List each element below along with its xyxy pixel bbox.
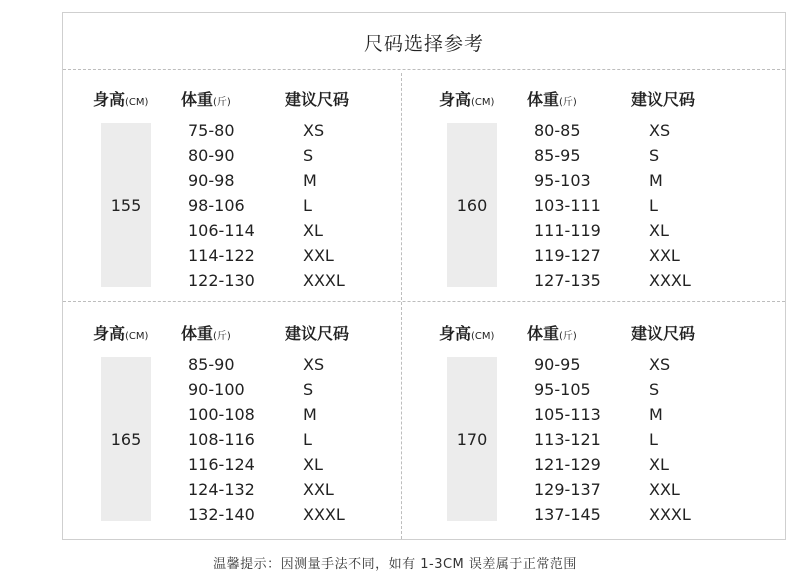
height-value: 155 xyxy=(101,123,151,287)
size-table-165 xyxy=(63,307,403,537)
size-header: 建议尺码 xyxy=(285,90,350,109)
weight-cell: 127-135 xyxy=(534,271,601,290)
size-header: 建议尺码 xyxy=(285,324,350,343)
size-cell: XXL xyxy=(649,246,680,265)
size-chart-frame xyxy=(62,12,786,540)
table-row xyxy=(409,352,749,377)
weight-cell: 116-124 xyxy=(188,455,255,474)
table-row xyxy=(63,377,403,402)
size-cell: XXXL xyxy=(649,505,691,524)
weight-cell: 98-106 xyxy=(188,196,245,215)
table-row xyxy=(63,427,403,452)
table-row xyxy=(409,477,749,502)
size-cell: XXXL xyxy=(303,271,345,290)
table-row xyxy=(409,218,749,243)
weight-cell: 80-90 xyxy=(188,146,235,165)
height-value: 170 xyxy=(447,357,497,521)
table-row xyxy=(63,402,403,427)
table-row xyxy=(63,243,403,268)
table-row xyxy=(409,377,749,402)
table-row xyxy=(409,402,749,427)
size-table-155 xyxy=(63,73,403,303)
size-cell: XL xyxy=(303,221,323,240)
size-cell: S xyxy=(303,380,314,399)
size-cell: L xyxy=(649,196,658,215)
weight-header: 体重(斤) xyxy=(181,90,231,109)
table-row xyxy=(63,268,403,293)
weight-cell: 106-114 xyxy=(188,221,255,240)
size-cell: XXL xyxy=(303,246,334,265)
size-cell: M xyxy=(303,171,317,190)
weight-cell: 100-108 xyxy=(188,405,255,424)
weight-cell: 122-130 xyxy=(188,271,255,290)
weight-cell: 85-95 xyxy=(534,146,581,165)
size-header: 建议尺码 xyxy=(631,324,696,343)
weight-cell: 80-85 xyxy=(534,121,581,140)
table-row xyxy=(409,168,749,193)
table-row xyxy=(63,218,403,243)
size-cell: XL xyxy=(303,455,323,474)
page-title: 尺码选择参考 xyxy=(363,33,484,55)
weight-cell: 90-95 xyxy=(534,355,581,374)
weight-cell: 85-90 xyxy=(188,355,235,374)
size-table-160 xyxy=(409,73,749,303)
weight-cell: 111-119 xyxy=(534,221,601,240)
size-table-170 xyxy=(409,307,749,537)
size-cell: XXL xyxy=(649,480,680,499)
size-cell: M xyxy=(649,171,663,190)
weight-cell: 121-129 xyxy=(534,455,601,474)
height-value: 160 xyxy=(447,123,497,287)
size-cell: S xyxy=(303,146,314,165)
weight-cell: 90-100 xyxy=(188,380,245,399)
height-value: 165 xyxy=(101,357,151,521)
height-header: 身高(CM) xyxy=(439,324,495,343)
size-cell: XXL xyxy=(303,480,334,499)
size-cell: S xyxy=(649,146,660,165)
weight-header: 体重(斤) xyxy=(181,324,231,343)
weight-cell: 95-105 xyxy=(534,380,591,399)
table-row xyxy=(409,268,749,293)
weight-cell: 132-140 xyxy=(188,505,255,524)
size-header: 建议尺码 xyxy=(631,90,696,109)
weight-cell: 124-132 xyxy=(188,480,255,499)
height-header: 身高(CM) xyxy=(93,324,149,343)
weight-cell: 103-111 xyxy=(534,196,601,215)
weight-cell: 75-80 xyxy=(188,121,235,140)
table-row xyxy=(63,118,403,143)
table-row xyxy=(63,502,403,527)
height-header: 身高(CM) xyxy=(439,90,495,109)
footnote: 温馨提示：因测量手法不同，如有 1-3CM 误差属于正常范围 xyxy=(213,557,577,572)
size-cell: XL xyxy=(649,455,669,474)
weight-cell: 90-98 xyxy=(188,171,235,190)
size-cell: XL xyxy=(649,221,669,240)
size-cell: L xyxy=(303,196,312,215)
weight-cell: 137-145 xyxy=(534,505,601,524)
weight-cell: 108-116 xyxy=(188,430,255,449)
table-row xyxy=(63,168,403,193)
weight-cell: 129-137 xyxy=(534,480,601,499)
weight-header: 体重(斤) xyxy=(527,324,577,343)
table-row xyxy=(63,352,403,377)
table-row xyxy=(409,427,749,452)
size-cell: XS xyxy=(303,121,325,140)
size-cell: L xyxy=(649,430,658,449)
weight-cell: 119-127 xyxy=(534,246,601,265)
size-cell: S xyxy=(649,380,660,399)
table-row xyxy=(409,502,749,527)
table-row xyxy=(63,193,403,218)
weight-cell: 105-113 xyxy=(534,405,601,424)
size-cell: XS xyxy=(649,121,671,140)
table-row xyxy=(409,118,749,143)
weight-cell: 113-121 xyxy=(534,430,601,449)
table-row xyxy=(409,143,749,168)
size-cell: XXXL xyxy=(649,271,691,290)
table-row xyxy=(63,143,403,168)
table-row xyxy=(409,193,749,218)
weight-cell: 114-122 xyxy=(188,246,255,265)
table-row xyxy=(409,243,749,268)
height-header: 身高(CM) xyxy=(93,90,149,109)
table-row xyxy=(63,477,403,502)
size-cell: XS xyxy=(649,355,671,374)
weight-cell: 95-103 xyxy=(534,171,591,190)
table-row xyxy=(409,452,749,477)
size-cell: XXXL xyxy=(303,505,345,524)
table-row xyxy=(63,452,403,477)
weight-header: 体重(斤) xyxy=(527,90,577,109)
size-cell: XS xyxy=(303,355,325,374)
title-divider xyxy=(63,69,785,70)
size-cell: M xyxy=(649,405,663,424)
size-cell: M xyxy=(303,405,317,424)
size-cell: L xyxy=(303,430,312,449)
